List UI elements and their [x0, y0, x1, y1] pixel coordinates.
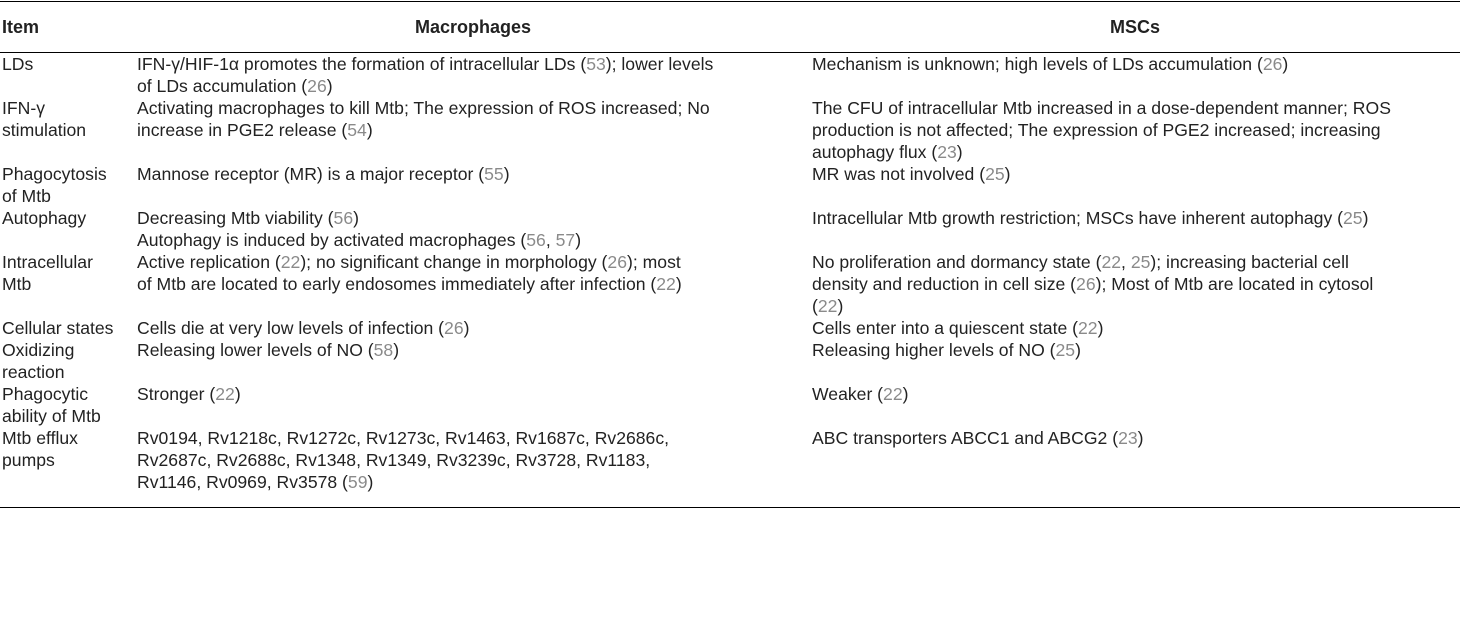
cell-mscs — [810, 53, 1460, 98]
text-segment: ); most — [627, 252, 681, 272]
text-segment: ) — [837, 296, 844, 316]
text-line — [812, 119, 1460, 141]
text-segment: The CFU of intracellular Mtb increased in a dose-dependent manner; ROS — [812, 98, 1391, 118]
reference-link[interactable]: 25 — [1055, 340, 1076, 360]
table-body — [0, 53, 1460, 508]
text-segment: ); no significant change in morphology ( — [300, 252, 608, 272]
reference-link[interactable]: 26 — [444, 318, 464, 338]
text-segment: No proliferation and dormancy state ( — [812, 252, 1102, 272]
cell-macrophages — [136, 163, 810, 207]
reference-link[interactable]: 22 — [1078, 318, 1098, 338]
text-segment: ( — [812, 296, 818, 316]
table-row — [0, 53, 1460, 98]
reference-link[interactable]: 25 — [1343, 208, 1363, 228]
cell-macrophages — [136, 427, 810, 508]
text-segment: ); Most of Mtb are located in cytosol — [1095, 274, 1374, 294]
reference-link[interactable]: 26 — [307, 76, 327, 96]
cell-mscs — [810, 97, 1460, 163]
text-segment: Cells enter into a quiescent state ( — [812, 318, 1079, 338]
text-line — [137, 273, 796, 295]
reference-link[interactable]: 57 — [555, 230, 576, 250]
text-line — [137, 53, 796, 75]
text-segment: Mannose receptor (MR) is a major receptor ( — [137, 164, 485, 184]
text-line — [137, 471, 796, 493]
reference-link[interactable]: 56 — [526, 230, 546, 250]
cell-mscs — [810, 339, 1460, 383]
text-segment: ) — [1004, 164, 1011, 184]
text-segment: ) — [1137, 428, 1144, 448]
comparison-table — [0, 1, 1460, 508]
text-line — [812, 141, 1460, 163]
text-line — [812, 251, 1460, 273]
text-line — [137, 207, 796, 229]
table-row — [0, 251, 1460, 317]
cell-item — [0, 97, 136, 163]
text-line — [137, 339, 796, 361]
reference-link[interactable]: 23 — [937, 142, 957, 162]
item-line: ability of Mtb — [2, 406, 101, 426]
text-line — [137, 449, 796, 471]
text-segment: ) — [463, 318, 470, 338]
text-segment: ) — [393, 340, 400, 360]
reference-link[interactable]: 26 — [1076, 274, 1096, 294]
reference-link[interactable]: 23 — [1118, 428, 1138, 448]
text-segment: Activating macrophages to kill Mtb; The expression of ROS increased; No — [137, 98, 710, 118]
text-line — [812, 53, 1460, 75]
reference-link[interactable]: 58 — [373, 340, 394, 360]
text-segment: of Mtb are located to early endosomes immediately after infection ( — [137, 274, 657, 294]
cell-mscs — [810, 251, 1460, 317]
reference-link[interactable]: 25 — [1130, 252, 1151, 272]
item-line: Phagocytosis — [2, 164, 107, 184]
cell-mscs — [810, 163, 1460, 207]
text-segment: , — [545, 230, 556, 250]
text-segment: ) — [353, 208, 359, 228]
reference-link[interactable]: 22 — [883, 384, 903, 404]
text-segment: Mechanism is unknown; high levels of LDs accumulation ( — [812, 54, 1263, 74]
text-segment: ); lower levels — [605, 54, 714, 74]
cell-macrophages — [136, 317, 810, 339]
cell-item — [0, 339, 136, 383]
text-segment: Rv1146, Rv0969, Rv3578 ( — [137, 472, 348, 492]
text-segment: IFN-γ/HIF-1α promotes the formation of intracellular LDs ( — [137, 54, 587, 74]
reference-link[interactable]: 22 — [280, 252, 301, 272]
text-segment: Releasing lower levels of NO ( — [137, 340, 374, 360]
text-segment: ) — [902, 384, 909, 404]
text-segment: ) — [234, 384, 241, 404]
header-mscs: MSCs — [810, 2, 1460, 53]
text-segment: of LDs accumulation ( — [137, 76, 308, 96]
text-line — [137, 317, 796, 339]
reference-link[interactable]: 26 — [1262, 54, 1283, 74]
text-line — [812, 317, 1460, 339]
table-row — [0, 317, 1460, 339]
item-line: pumps — [2, 450, 55, 470]
table-row — [0, 163, 1460, 207]
text-line — [812, 207, 1460, 229]
text-line — [137, 119, 796, 141]
item-line: stimulation — [2, 120, 87, 140]
text-segment: ) — [1097, 318, 1104, 338]
reference-link[interactable]: 59 — [347, 472, 368, 492]
text-line — [812, 427, 1460, 449]
text-segment: ) — [503, 164, 510, 184]
header-macrophages: Macrophages — [136, 2, 810, 53]
item-line: Oxidizing — [2, 340, 75, 360]
text-segment: Rv0194, Rv1218c, Rv1272c, Rv1273c, Rv1463, Rv1687c, Rv2686c, — [137, 428, 670, 448]
text-segment: ) — [675, 274, 682, 294]
table-row — [0, 97, 1460, 163]
cell-item — [0, 207, 136, 251]
table-row — [0, 207, 1460, 251]
cell-macrophages — [136, 383, 810, 427]
text-segment: , — [1121, 252, 1131, 272]
reference-link[interactable]: 25 — [985, 164, 1005, 184]
item-line: Phagocytic — [2, 384, 89, 404]
item-line: reaction — [2, 362, 65, 382]
text-segment: ) — [1075, 340, 1081, 360]
reference-link[interactable]: 22 — [656, 274, 676, 294]
text-segment: autophagy flux ( — [812, 142, 938, 162]
text-segment: density and reduction in cell size ( — [812, 274, 1077, 294]
text-segment: increase in PGE2 release ( — [137, 120, 348, 140]
text-segment: ) — [1362, 208, 1369, 228]
reference-link[interactable]: 53 — [586, 54, 606, 74]
reference-link[interactable]: 55 — [484, 164, 504, 184]
text-segment: Intracellular Mtb growth restriction; MSCs have inherent autophagy ( — [812, 208, 1343, 228]
item-line: Intracellular — [2, 252, 93, 272]
text-segment: production is not affected; The expression of PGE2 increased; increasing — [812, 120, 1381, 140]
text-segment: MR was not involved ( — [812, 164, 986, 184]
text-line — [137, 251, 796, 273]
item-line: Autophagy — [2, 208, 87, 228]
item-line: Mtb efflux — [2, 428, 78, 448]
text-line — [812, 97, 1460, 119]
item-line: IFN-γ — [2, 98, 45, 118]
text-line — [137, 97, 796, 119]
text-segment: Decreasing Mtb viability ( — [137, 208, 334, 228]
cell-mscs — [810, 383, 1460, 427]
item-line: of Mtb — [2, 186, 51, 206]
text-segment: ) — [575, 230, 582, 250]
text-segment: Cells die at very low levels of infection ( — [137, 318, 445, 338]
reference-link[interactable]: 26 — [607, 252, 627, 272]
cell-mscs — [810, 317, 1460, 339]
text-segment: Releasing higher levels of NO ( — [812, 340, 1056, 360]
text-segment: ABC transporters ABCC1 and ABCG2 ( — [812, 428, 1119, 448]
cell-item — [0, 427, 136, 508]
text-line — [812, 163, 1460, 185]
reference-link[interactable]: 22 — [1101, 252, 1122, 272]
table-row — [0, 427, 1460, 508]
text-line — [812, 383, 1460, 405]
text-segment: ) — [956, 142, 963, 162]
item-line: Mtb — [2, 274, 32, 294]
text-line — [812, 339, 1460, 361]
text-segment: ) — [326, 76, 333, 96]
text-segment: Autophagy is induced by activated macrophages ( — [137, 230, 527, 250]
text-line — [812, 273, 1460, 295]
text-segment: Weaker ( — [812, 384, 884, 404]
cell-macrophages — [136, 251, 810, 317]
header-row — [0, 2, 1460, 53]
text-segment: Rv2687c, Rv2688c, Rv1348, Rv1349, Rv3239c, Rv3728, Rv1183, — [137, 450, 651, 470]
cell-macrophages — [136, 339, 810, 383]
reference-link[interactable]: 22 — [817, 296, 838, 316]
item-line: Cellular states — [2, 318, 114, 338]
cell-item — [0, 251, 136, 317]
text-line — [137, 427, 796, 449]
cell-mscs — [810, 427, 1460, 508]
text-segment: ) — [366, 120, 373, 140]
cell-item — [0, 317, 136, 339]
reference-link[interactable]: 56 — [333, 208, 354, 228]
cell-macrophages — [136, 207, 810, 251]
reference-link[interactable]: 54 — [347, 120, 367, 140]
cell-item — [0, 383, 136, 427]
text-line — [137, 229, 796, 251]
cell-macrophages — [136, 97, 810, 163]
text-line — [137, 75, 796, 97]
cell-item — [0, 163, 136, 207]
text-segment: Active replication ( — [137, 252, 281, 272]
table-row — [0, 339, 1460, 383]
reference-link[interactable]: 22 — [215, 384, 235, 404]
text-line — [137, 383, 796, 405]
text-segment: ); increasing bacterial cell — [1150, 252, 1349, 272]
table-row — [0, 383, 1460, 427]
cell-mscs — [810, 207, 1460, 251]
text-segment: ) — [1282, 54, 1289, 74]
cell-item — [0, 53, 136, 98]
text-line — [137, 163, 796, 185]
text-line — [812, 295, 1460, 317]
item-line: LDs — [2, 54, 34, 74]
text-segment: Stronger ( — [137, 384, 216, 404]
text-segment: ) — [367, 472, 374, 492]
cell-macrophages — [136, 53, 810, 98]
header-item: Item — [0, 2, 136, 53]
